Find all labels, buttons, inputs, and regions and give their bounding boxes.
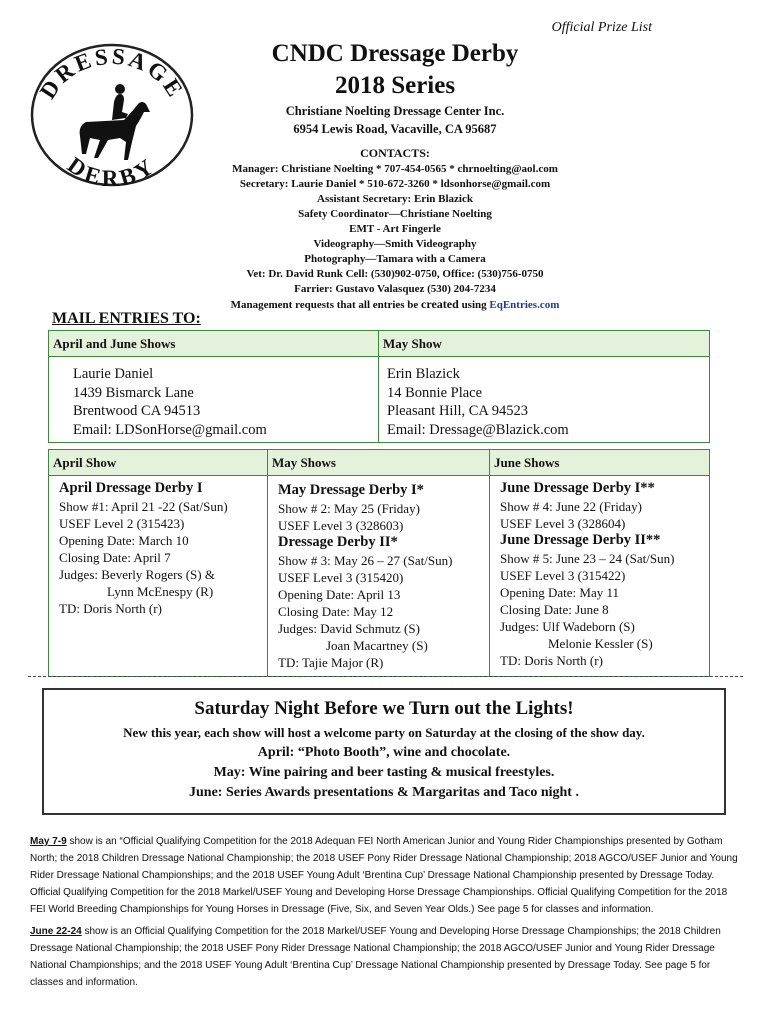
- svg-text:DERBY: [63, 152, 161, 188]
- management-using: using: [458, 299, 490, 311]
- address-line: 1439 Bismarck Lane: [73, 384, 194, 401]
- address-email[interactable]: Email: Dressage@Blazick.com: [387, 421, 569, 438]
- show-judge2: Joan Macartney (S): [326, 638, 428, 653]
- saturday-line: New this year, each show will host a welcome party on Saturday at the closing of the show day.: [123, 725, 645, 740]
- contact-line: Secretary: Laurie Daniel * 510-672-3260 * ldsonhorse@gmail.com: [239, 178, 551, 190]
- may-derby-title-1: May Dressage Derby I*: [278, 482, 424, 498]
- eqentries-link[interactable]: EqEntries.com: [489, 299, 560, 311]
- contacts-block: [190, 146, 600, 313]
- management-text: Management requests that all entries be: [230, 299, 422, 311]
- logo-bottom-text: DERBY: [62, 152, 162, 188]
- page-title-line1: CNDC Dressage Derby: [271, 40, 519, 67]
- show-line: Show # 2: May 25 (Friday): [278, 501, 420, 516]
- show-line: Closing Date: June 8: [500, 602, 609, 617]
- may-qualifying-paragraph: [30, 833, 742, 918]
- saturday-line: June: Series Awards presentations & Margaritas and Taco night .: [189, 785, 579, 800]
- show-line: Show # 3: May 26 – 27 (Sat/Sun): [278, 553, 453, 568]
- saturday-night-box: [42, 688, 726, 815]
- may-derby-title-2: Dressage Derby II*: [278, 534, 398, 550]
- show-line: USEF Level 2 (315423): [59, 516, 185, 531]
- show-line: Show #1: April 21 -22 (Sat/Sun): [59, 499, 228, 514]
- june-paragraph-text: show is an Official Qualifying Competition for the 2018 Markel/USEF Young and Developing Horse Dressage Championships; the 2018 Children Dressage National Championship; the 2018 USEF Pony Rider Dressage National Championship; the 2018 AGCO/USEF Junior and Young Rider Dressage National Championships; and the 2018 USEF Young Adult ‘Brentina Cup’ Dressage National Championship presented by Dressage Today. See page 5 for classes and information.: [30, 926, 721, 988]
- show-line: Judges: Ulf Wadeborn (S): [500, 619, 635, 634]
- may-paragraph-text: show is an “Official Qualifying Competition for the 2018 Adequan FEI North American Junior and Young Rider Championships presented by Gotham North; the 2018 Children Dressage National Championship; the 2018 USEF Pony Rider Dressage National Championship; 2018 AGCO/USEF Junior and Young Rider Dressage National Championships; and the 2018 USEF Young Adult ‘Brentina Cup’ Dressage National Championship presented by Dressage Today. Official Qualifying Competition for the 2018 Markel/USEF Young and Developing Horse Dressage Championships. Official Qualifying Competition for the 2018 FEI World Breeding Championships for Young Horses in Dressage (Five, Six, and Seven Year Olds.) See page 5 for classes and information.: [30, 836, 738, 915]
- mail-header-april-june: April and June Shows: [49, 331, 379, 356]
- show-line: Opening Date: April 13: [278, 587, 401, 602]
- logo-top-text: DRESSAGE: [34, 43, 190, 104]
- management-created: created: [421, 297, 459, 311]
- address-line: Brentwood CA 94513: [73, 403, 201, 419]
- mail-address-laurie: [49, 357, 379, 442]
- address-line: 14 Bonnie Place: [387, 384, 483, 401]
- june-derby-title-2: June Dressage Derby II**: [500, 532, 661, 548]
- june-dates: June 22-24: [30, 926, 82, 937]
- svg-text:DRESSAGE: [35, 44, 189, 104]
- header-april-show: April Show: [49, 450, 268, 475]
- saturday-line: May: Wine pairing and beer tasting & musical freestyles.: [213, 765, 555, 780]
- address-line: Erin Blazick: [387, 366, 460, 382]
- show-line: Judges: Beverly Rogers (S) &: [59, 567, 215, 582]
- show-line: Opening Date: March 10: [59, 533, 189, 548]
- management-note: [190, 297, 600, 313]
- show-td: TD: Doris North (r): [59, 601, 162, 616]
- june-derby-title-1: June Dressage Derby I**: [500, 480, 655, 496]
- address-line: Laurie Daniel: [73, 366, 154, 382]
- dressage-derby-logo: [28, 42, 196, 188]
- show-line: USEF Level 3 (328603): [278, 518, 404, 533]
- show-judge2: Lynn McEnespy (R): [107, 584, 214, 599]
- official-prize-list-label: Official Prize List: [551, 20, 652, 35]
- show-line: Opening Date: May 11: [500, 585, 620, 600]
- contact-line: Photography—Tamara with a Camera: [304, 253, 486, 265]
- contact-line: Farrier: Gustavo Valasquez (530) 204-7234: [294, 283, 496, 295]
- april-derby-title: April Dressage Derby I: [59, 480, 203, 496]
- contact-line: Videography—Smith Videography: [313, 238, 477, 250]
- contact-line: Vet: Dr. David Runk Cell: (530)902-0750, Office: (530)756-0750: [246, 268, 544, 280]
- show-line: USEF Level 3 (328604): [500, 516, 626, 531]
- show-line: Show # 5: June 23 – 24 (Sat/Sun): [500, 551, 675, 566]
- june-show-details: [490, 476, 709, 676]
- show-judge2: Melonie Kessler (S): [548, 636, 653, 651]
- header-june-shows: June Shows: [494, 455, 560, 470]
- saturday-heading: Saturday Night Before we Turn out the Lights!: [194, 698, 574, 719]
- header-may-shows: May Shows: [268, 450, 490, 475]
- april-show-details: [49, 476, 268, 676]
- show-line: Closing Date: April 7: [59, 550, 171, 565]
- show-line: USEF Level 3 (315420): [278, 570, 404, 585]
- shows-table: [48, 449, 710, 677]
- mail-entries-label: MAIL ENTRIES TO:: [52, 310, 201, 327]
- contact-line: Assistant Secretary: Erin Blazick: [317, 193, 473, 205]
- address-line: Pleasant Hill, CA 94523: [387, 403, 528, 419]
- may-dates: May 7-9: [30, 836, 67, 847]
- page-title-line2: 2018 Series: [334, 72, 456, 99]
- mail-address-erin: [379, 357, 569, 442]
- address-email[interactable]: Email: LDSonHorse@gmail.com: [73, 421, 267, 438]
- show-td: TD: Doris North (r): [500, 653, 603, 668]
- mail-header-may: May Show: [383, 336, 442, 351]
- contacts-heading: CONTACTS:: [360, 146, 430, 160]
- show-line: Closing Date: May 12: [278, 604, 394, 619]
- show-line: USEF Level 3 (315422): [500, 568, 626, 583]
- show-td: TD: Tajie Major (R): [278, 655, 384, 670]
- divider: [28, 676, 743, 677]
- venue-name: Christiane Noelting Dressage Center Inc.: [285, 104, 505, 118]
- show-line: Show # 4: June 22 (Friday): [500, 499, 642, 514]
- may-show-details: [268, 476, 490, 676]
- contact-line: Safety Coordinator—Christiane Noelting: [298, 208, 492, 220]
- contact-line: Manager: Christiane Noelting * 707-454-0565 * chrnoelting@aol.com: [232, 163, 558, 175]
- mail-entries-table: [48, 330, 710, 443]
- horse-rider-icon: [80, 84, 150, 160]
- venue-address: 6954 Lewis Road, Vacaville, CA 95687: [293, 122, 497, 136]
- saturday-line: April: “Photo Booth”, wine and chocolate.: [257, 745, 511, 760]
- contact-line: EMT - Art Fingerle: [349, 223, 441, 235]
- june-qualifying-paragraph: [30, 923, 742, 991]
- show-line: Judges: David Schmutz (S): [278, 621, 420, 636]
